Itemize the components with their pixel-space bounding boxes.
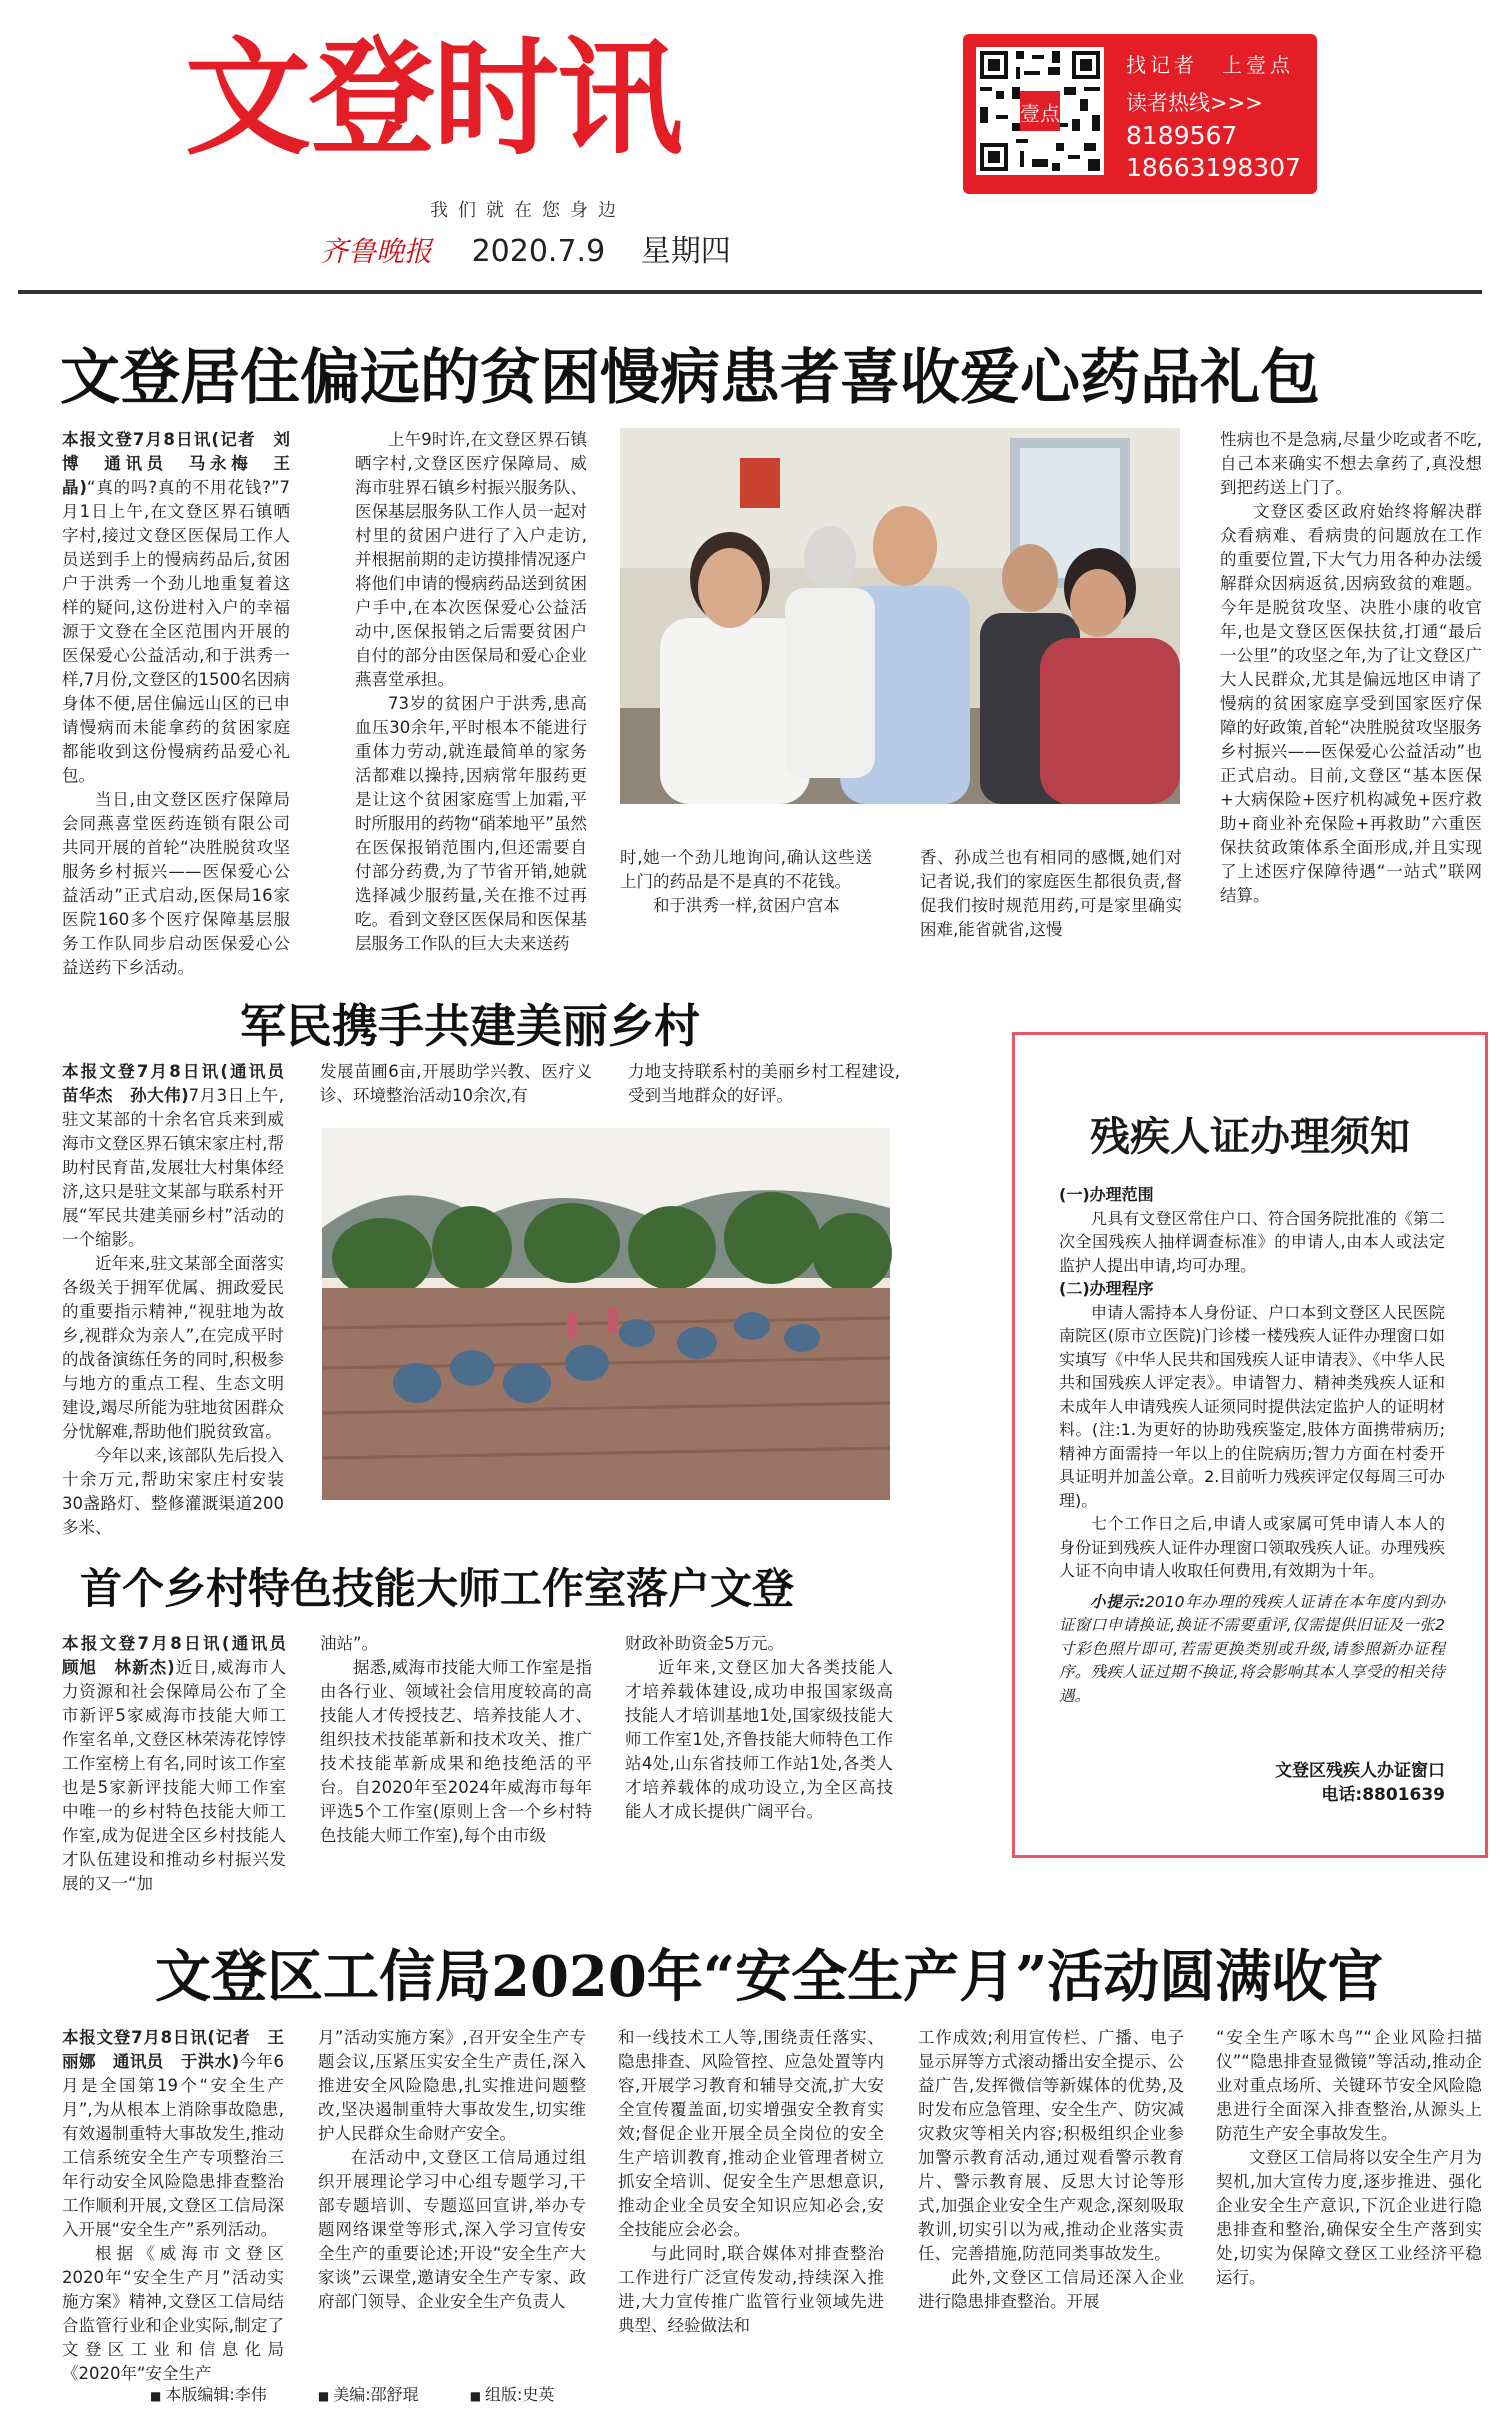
article1-col1: 本报文登7月8日讯(记者 刘博 通讯员 马永梅 王晶)“真的吗?真的不用花钱?”7月1日上午,在文登区界石镇晒字村,接过文登区医保局工作人员送到手上的慢病药品后,贫困户于洪秀一个劲儿地重复着这样的疑问,这份进村入户的幸福源于文登在全区范围内开展的医保爱心公益活动,和于洪秀一样,7月份,文登区的1500名因病身体不便,居住偏远山区的已申请慢病而未能拿药的贫困家庭都能收到这份慢病药品爱心礼包。 当日,由文登区医疗保障局会同燕喜堂医药连锁有限公司共同开展的首轮“决胜脱贫攻坚服务乡村振兴——医保爱心公益活动”正式启动,医保局16家医院160多个医疗保障基层服务工作队同步启动医保爱心公益送药下乡活动。 [62,430,290,977]
article3-headline: 首个乡村特色技能大师工作室落户文登 [80,1564,795,1613]
qr-badge: 壹点 [1020,101,1060,126]
notice-title: 残疾人证办理须知 [1090,1113,1410,1160]
masthead-slogan: 我们就在您身边 [430,200,626,221]
hotline-label: 读者热线>>> [1126,91,1263,115]
article2-headline: 军民携手共建美丽乡村 [240,999,700,1053]
masthead-title: 文登时讯 [185,24,681,172]
notice-section-2: (二)办理程序 [1059,1279,1154,1298]
article1-col3: 时,她一个劲儿地询问,确认这些送上门的药品是不是真的不花钱。 和于洪秀一样,贫困户宫本 [620,848,872,915]
article1-lead: 本报文登7月8日讯(记者 刘博 通讯员 马永梅 王晶) [62,430,290,497]
notice-tip: 2010年办理的残疾人证请在本年度内到办证窗口申请换证,换证不需要重评,仅需提供旧证及一张2寸彩色照片即可,若需更换类别或升级,请参照新办证程序。残疾人证过期不换证,将会影响其本人享受的相关待遇。 [1059,1592,1445,1705]
article2-photo [322,1128,890,1500]
article1-headline: 文登居住偏远的贫困慢病患者喜收爱心药品礼包 [60,343,1320,413]
article4-col5: “安全生产啄木鸟”“企业风险扫描仪”“隐患排查显微镜”等活动,推动企业对重点场所、关键环节安全风险隐患进行全面深入排查整治,从源头上防范生产安全事故发生。 文登区工信局将以安全生产月为契机,加大宣传力度,逐步推进、强化企业安全生产意识,下沉企业进行隐患排查和整治,确保安全生产落到实处,切实为保障文登区工业经济平稳运行。 [1216,2028,1482,2287]
footer-credits [150,2382,600,2405]
footer-designer: ■ 美编:邵舒琨 [318,2385,419,2404]
article3-col3: 财政补助资金5万元。 近年来,文登区加大各类技能人才培养载体建设,成功申报国家级高技能人才培训基地1处,国家级技能大师工作室1处,齐鲁技能大师特色工作站4处,山东省技师工作站1处,各类人才培养载体的成功设立,为全区高技能人才成长提供广阔平台。 [625,1634,893,1821]
notice-body: (一)办理范围 凡具有文登区常住户口、符合国务院批准的《第二次全国残疾人抽样调查标准》的申请人,由本人或法定监护人提出申请,均可办理。 (二)办理程序 申请人需持本人身份证、户口本到文登区人民医院南院区(原市立医院)门诊楼一楼残疾人证件办理窗口如实填写《中华人民共和国残疾人证申请表》、《中华人民共和国残疾人评定表》。申请智力、精神类残疾人证和未成年人申请残疾人证须同时提供法定监护人的证明材料。(注:1.为更好的协助残疾鉴定,肢体方面携带病历;精神方面需持一年以上的住院病历;智力方面在村委开具证明并加盖公章。2.目前听力残疾评定仅每周三可办理)。 七个工作日之后,申请人或家属可凭申请人本人的身份证到残疾人证件办理窗口领取残疾人证。办理残疾人证不向申请人收取任何费用,有效期为十年。 小提示:2010年办理的残疾人证请在本年度内到办证窗口申请换证,换证不需要重评,仅需提供旧证及一张2寸彩色照片即可,若需更换类别或升级,请参照新办证程序。残疾人证过期不换证,将会影响其本人享受的相关待遇。 [1059,1185,1445,1705]
hotline-box [963,34,1317,194]
article4-col3: 和一线技术工人等,围绕责任落实、隐患排查、风险管控、应急处置等内容,开展学习教育和辅导交流,扩大安全宣传覆盖面,切实增强安全教育实效;督促企业开展全员全岗位的安全生产培训教育,推动企业管理者树立抓安全培训、促安全生产思想意识,推动企业全员安全知识应知必会,安全技能应会必会。 与此同时,联合媒体对排查整治工作进行广泛宣传发动,持续深入推进,大力宣传推广监管行业领域先进典型、经验做法和 [618,2028,884,2335]
notice-tip-label: 小提示: [1090,1592,1146,1611]
hotline-phone-1: 8189567 [1126,121,1238,150]
article1-col2: 上午9时许,在文登区界石镇晒字村,文登区医疗保障局、威海市驻界石镇乡村振兴服务队、医保基层服务队工作人员一起对村里的贫困户进行了入户走访,并根据前期的走访摸排情况逐户将他们申请的慢病药品送到贫困户手中,在本次医保爱心公益活动中,医保报销之后需要贫困户自付的部分由医保局和爱心企业燕喜堂承担。 73岁的贫困户于洪秀,患高血压30余年,平时根本不能进行重体力劳动,就连最简单的家务活都难以操持,因病常年服药更是让这个贫困家庭雪上加霜,平时所服用的药物“硝苯地平”虽然在医保报销范围内,但还需要自付部分药费,为了节省开销,她就选择减少服药量,关在推不过再吃。看到文登区医保局和医保基层服务工作队的巨大夫来送药 [355,430,587,953]
article3-col1: 本报文登7月8日讯(通讯员 顾旭 林新杰)近日,威海市人力资源和社会保障局公布了全市新评5家威海市技能大师工作室名单,文登区林荣涛花饽饽工作室榜上有名,同时该工作室也是5家新评技能大师工作室中唯一的乡村特色技能大师工作室,成为促进全区乡村技能人才队伍建设和推动乡村振兴发展的又一“加 [62,1634,303,1893]
article3-col2: 油站”。 据悉,威海市技能大师工作室是指由各行业、领域社会信用度较高的高技能人才传授技艺、培养技能人才、组织技术技能革新和技术攻关、推广技术技能革新成果和绝技绝活的平台。自2020年至2024年威海市每年评选5个工作室(原则上含一个乡村特色技能大师工作室),每个由市级 [320,1634,592,1845]
article4-lead: 本报文登7月8日讯(记者 王丽娜 通讯员 于洪水) [62,2028,284,2071]
article2-col1: 本报文登7月8日讯(通讯员 苗华杰 孙大伟)7月3日上午,驻文某部的十余名官兵来到威海市文登区界石镇宋家庄村,帮助村民育苗,发展壮大村集体经济,这只是驻文某部与联系村开展“军民共建美丽乡村”活动的一个缩影。 近年来,驻文某部全面落实各级关于拥军优属、拥政爱民的重要指示精神,“视驻地为故乡,视群众为亲人”,在完成平时的战备演练任务的同时,积极参与地方的重点工程、生态文明建设,竭尽所能为驻地贫困群众分忧解难,帮助他们脱贫致富。 今年以来,该部队先后投入十余万元,帮助宋家庄村安装30盏路灯、整修灌溉渠道200多米、 [62,1062,301,1537]
date-row [320,226,731,270]
article2-col3: 力地支持联系村的美丽乡村工程建设,受到当地群众的好评。 [628,1062,900,1105]
article2-lead: 本报文登7月8日讯(通讯员 苗华杰 孙大伟) [62,1062,301,1105]
issue-date: 2020.7.9 [471,234,606,269]
hotline-phone-2: 18663198307 [1126,153,1301,182]
hotline-slogan: 找记者 上壹点 [1126,53,1294,77]
brand-logo: 齐鲁晚报 [320,235,433,268]
issue-weekday: 星期四 [640,234,731,269]
notice-signature: 文登区残疾人办证窗口 电话:8801639 [1275,1761,1445,1805]
notice-phone: 电话:8801639 [1321,1785,1445,1805]
article4-col1: 本报文登7月8日讯(记者 王丽娜 通讯员 于洪水)今年6月是全国第19个“安全生产月”,为从根本上消除事故隐患,有效遏制重特大事故发生,推动工信系统安全生产专项整治三年行动安全风险隐患排查整治工作顺利开展,文登区工信局深入开展“安全生产”系列活动。 根据《威海市文登区2020年“安全生产月”活动实施方案》精神,文登区工信局结合监管行业和企业实际,制定了文登区工业和信息化局《2020年“安全生产 [62,2028,284,2383]
article1-col4: 香、孙成兰也有相同的感慨,她们对记者说,我们的家庭医生都很负责,督促我们按时规范用药,可是家里确实困难,能省就省,这慢 [920,848,1182,939]
article4-headline: 文登区工信局2020年“安全生产月”活动圆满收官 [155,1944,1384,2010]
qr-code-icon[interactable] [976,47,1104,175]
article1-photo [620,428,1180,804]
masthead-rule [18,290,1482,294]
article4-col4: 工作成效;利用宣传栏、广播、电子显示屏等方式滚动播出安全提示、公益广告,发挥微信等新媒体的优势,及时发布应急管理、安全生产、防灾减灾救灾等相关内容;积极组织企业参加警示教育活动,通过观看警示教育片、警示教育展、反思大讨论等形式,加强企业安全生产观念,深刻吸取教训,切实引以为戒,推动企业落实责任、完善措施,防范同类事故发生。 此外,文登区工信局还深入企业进行隐患排查整治。开展 [918,2028,1184,2311]
article4-col2: 月”活动实施方案》,召开安全生产专题会议,压紧压实安全生产责任,深入推进安全风险隐患,扎实推进问题整改,坚决遏制重特大事故发生,切实维护人民群众生命财产安全。 在活动中,文登区工信局通过组织开展理论学习中心组专题学习,干部专题培训、专题巡回宣讲,举办专题网络课堂等形式,深入学习宣传安全生产的重要论述;开设“安全生产大家谈”云课堂,邀请安全生产专家、政府部门领导、企业安全生产负责人 [318,2028,586,2311]
notice-section-1: (一)办理范围 [1059,1185,1154,1204]
disability-notice-box [1012,1032,1488,1858]
article1-col5: 性病也不是急病,尽量少吃或者不吃,自己本来确实不想去拿药了,真没想到把药送上门了。 文登区委区政府始终将解决群众看病难、看病贵的问题放在工作的重要位置,下大气力用各种办法缓解群众因病返贫,因病致贫的难题。今年是脱贫攻坚、决胜小康的收官年,也是文登区医保扶贫,打通“最后一公里”的攻坚之年,为了让文登区广大人民群众,尤其是偏远地区申请了慢病的贫困家庭享受到国家医疗保障的好政策,首轮“决胜脱贫攻坚服务乡村振兴——医保爱心公益活动”也正式启动。目前,文登区“基本医保+大病保险+医疗机构减免+医疗救助+商业补充保险+再救助”六重医保扶贫政策体系全面形成,并且实现了上述医疗保障待遇“一站式”联网结算。 [1220,430,1482,905]
article3-lead: 本报文登7月8日讯(通讯员 顾旭 林新杰) [62,1634,303,1677]
footer-editor: ■ 本版编辑:李伟 [150,2385,267,2404]
footer-proof: ■ 组版:史英 [470,2385,555,2404]
article2-col2: 发展苗圃6亩,开展助学兴教、医疗义诊、环境整治活动10余次,有 [320,1062,592,1105]
